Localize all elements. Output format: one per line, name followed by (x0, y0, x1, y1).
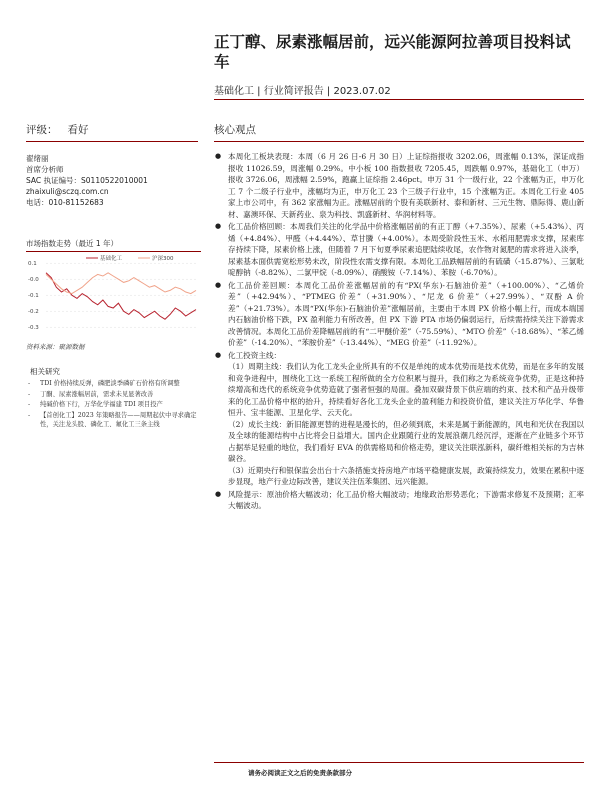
rating-value: 看好 (67, 124, 89, 136)
right-divider (214, 141, 584, 142)
chart-y-tick: -0.0 (28, 277, 39, 284)
legend-label: 沪深300 (152, 256, 174, 262)
market-chart-title: 市场指数走势（最近 1 年） (26, 239, 119, 248)
core-views-title: 核心观点 (214, 124, 256, 136)
investment-growth-line: （2）成长主线：新旧能源更替的进程是漫长的，但必须到底，未来是属于新能源的，风电和光伏在我国以及全球的能源结构中占比将会日益增大。国内企业跟随行业的发展浪潮几经沉浮，逐渐在产业链多个环节占据举足轻重的地位，我们看好 EVA 的供需格局和价格走势，建议关注联泓新科，碳纤维相关标的为吉林碳谷。 (228, 419, 584, 463)
footer-disclaimer: 请务必阅读正文之后的免责条款部分 (248, 769, 352, 777)
market-index-chart (26, 251, 201, 337)
investment-lines-heading: 化工投资主线： (228, 350, 282, 360)
analyst-sac: SAC 执证编号：S0110522010001 (26, 176, 148, 185)
header-divider (214, 99, 584, 100)
related-item[interactable]: - TDI 价格持续反弹，磷肥淡季磷矿石价格有所调整 (26, 379, 201, 389)
related-research-title: 相关研究 (30, 367, 60, 376)
related-item[interactable]: - 丁酮、尿素涨幅居前，需求未见显著改善 (26, 390, 201, 400)
bullet-spread-review: ● 化工品价差回顾：本周化工品价差涨幅居前的有“PX(华东)-石脑油价差”（+100.00%）、“乙烯价差”（+42.94%）、“PTMEG 价差”（+31.90%）、“尼龙 6 价差”（+27.99%）、“双酚 A 价差”（+21.73%）。本周“PX(华东)-石脑油价差”涨幅居前，主要由于本周 PX 价格小幅上行，而成本端国内石脑油价格下跌，PX 盈利能力有所改善，但 PX 下游 PTA 市场仍偏弱运行，后续需持续关注下游需求改善情况。本周化工品价差降幅居前的有“二甲醚价差”（-75.59%）、“MTO 价差”（-18.68%）、“苯乙烯价差”（-14.20%）、“苯胺价差”（-13.44%）、“MEG 价差”（-11.92%）。 (214, 280, 584, 349)
related-item[interactable]: - 纯碱价格下行，万华化学福建 TDI 项目投产 (26, 400, 201, 410)
bullet-price-review: ● 化工品价格回顾：本周我们关注的化学品中价格涨幅居前的有正丁醇（+7.35%）、尿素（+5.43%）、丙烯（+4.84%）、甲醛（+4.44%）、草甘膦（+4.00%）。本周受阶段性玉米、水稻用肥需求支撑，尿素库存持续下降，尿素价格上涨，但随着 7 月下旬夏季尿素追肥陆续收尾，农作物对氮肥的需求将进入淡季，尿素基本面供需宽松形势未改，阶段性农需支撑有限。本周化工品跌幅居前的有硫磺（-15.87%）、三氯吡啶醇钠（-8.82%）、二氯甲烷（-8.09%）、硝酸铵（-7.14%）、苯胺（-6.70%）。 (214, 221, 584, 279)
chart-y-tick: -0.3 (28, 325, 39, 332)
core-views-list (214, 151, 584, 513)
market-chart-svg (26, 252, 201, 338)
legend-label: 基础化工 (100, 256, 123, 262)
investment-property-line: （3）近期央行和银保监会出台十六条措施支持房地产市场平稳健康发展，政策持续发力，效果在累积中逐步显现，地产行业边际改善，建议关注伍苯集团、远兴能源。 (228, 465, 584, 486)
report-subtitle: 基础化工 | 行业简评报告 | 2023.07.02 (214, 86, 391, 97)
series-line (46, 273, 196, 319)
footer-divider (214, 762, 584, 763)
related-item[interactable]: - 【首创化工】2023 年策略报告——周期起伏中寻求确定性，关注龙头股、磷化工、氟化工三条主线 (26, 411, 201, 430)
related-research-list (26, 379, 201, 431)
chart-source: 资料来源：聚源数据 (26, 343, 85, 351)
chart-y-tick: 0.1 (28, 261, 37, 268)
analyst-role: 首席分析师 (26, 165, 64, 174)
analyst-name: 翟绪丽 (26, 154, 49, 163)
chart-y-tick: -0.2 (28, 309, 39, 316)
analyst-info (26, 153, 201, 208)
rating-label: 评级： (26, 124, 58, 136)
left-divider (26, 141, 198, 142)
analyst-phone: 电话：010-81152683 (26, 198, 104, 207)
chart-y-tick: -0.1 (28, 293, 39, 300)
rating (26, 122, 89, 137)
bullet-investment-lines (214, 350, 584, 488)
bullet-weekly-performance: ● 本周化工板块表现：本周（6 月 26 日-6 月 30 日）上证综指报收 3202.06，周涨幅 0.13%，深证成指报收 11026.59，周涨幅 0.29%。中小板 100 指数报收 7205.45，周跌幅 0.97%，基础化工（申万）报收 3726.06，周涨幅 2.59%，跑赢上证综指 2.46pct。申万 31 个一级行业，22 个涨幅为正，申万化工 7 个二级子行业中，涨幅均为正，申万化工 23 个三级子行业中，15 个涨幅为正。本周化工行业 405 家上市公司中，有 362 家涨幅为正。涨幅居前的个股有美联新材、泰和新材、三元生物、鼎际得、鹿山新材、嘉澳环保、天新药业、泉为科技、凯盛新材、华润材料等。 (214, 151, 584, 220)
report-title: 正丁醇、尿素涨幅居前，远兴能源阿拉善项目投料试车 (214, 33, 571, 71)
bullet-risk-warning: ● 风险提示：原油价格大幅波动；化工品价格大幅波动；地缘政治形势恶化；下游需求修复不及预期；汇率大幅波动。 (214, 489, 584, 512)
investment-cycle-line: （1）周期主线：我们认为化工龙头企业所具有的不仅是单纯的成本优势而是技术优势，而是在多年的发展和竞争进程中，围绕化工这一系统工程所做的全方位积累与提升，我们称之为系统竞争优势，正是这种持续增高和迭代的系统竞争优势造就了强者恒强的局面。叠加双碳背景下供应端的约束、技术和产品升级带来的化工品价格中枢的抬升，持续看好各化工龙头企业的盈利能力和投资价值，建议关注万华化学、华鲁恒升、宝丰能源、卫星化学、云天化。 (228, 362, 584, 417)
analyst-email[interactable]: zhaixuli@sczq.com.cn (26, 187, 109, 196)
